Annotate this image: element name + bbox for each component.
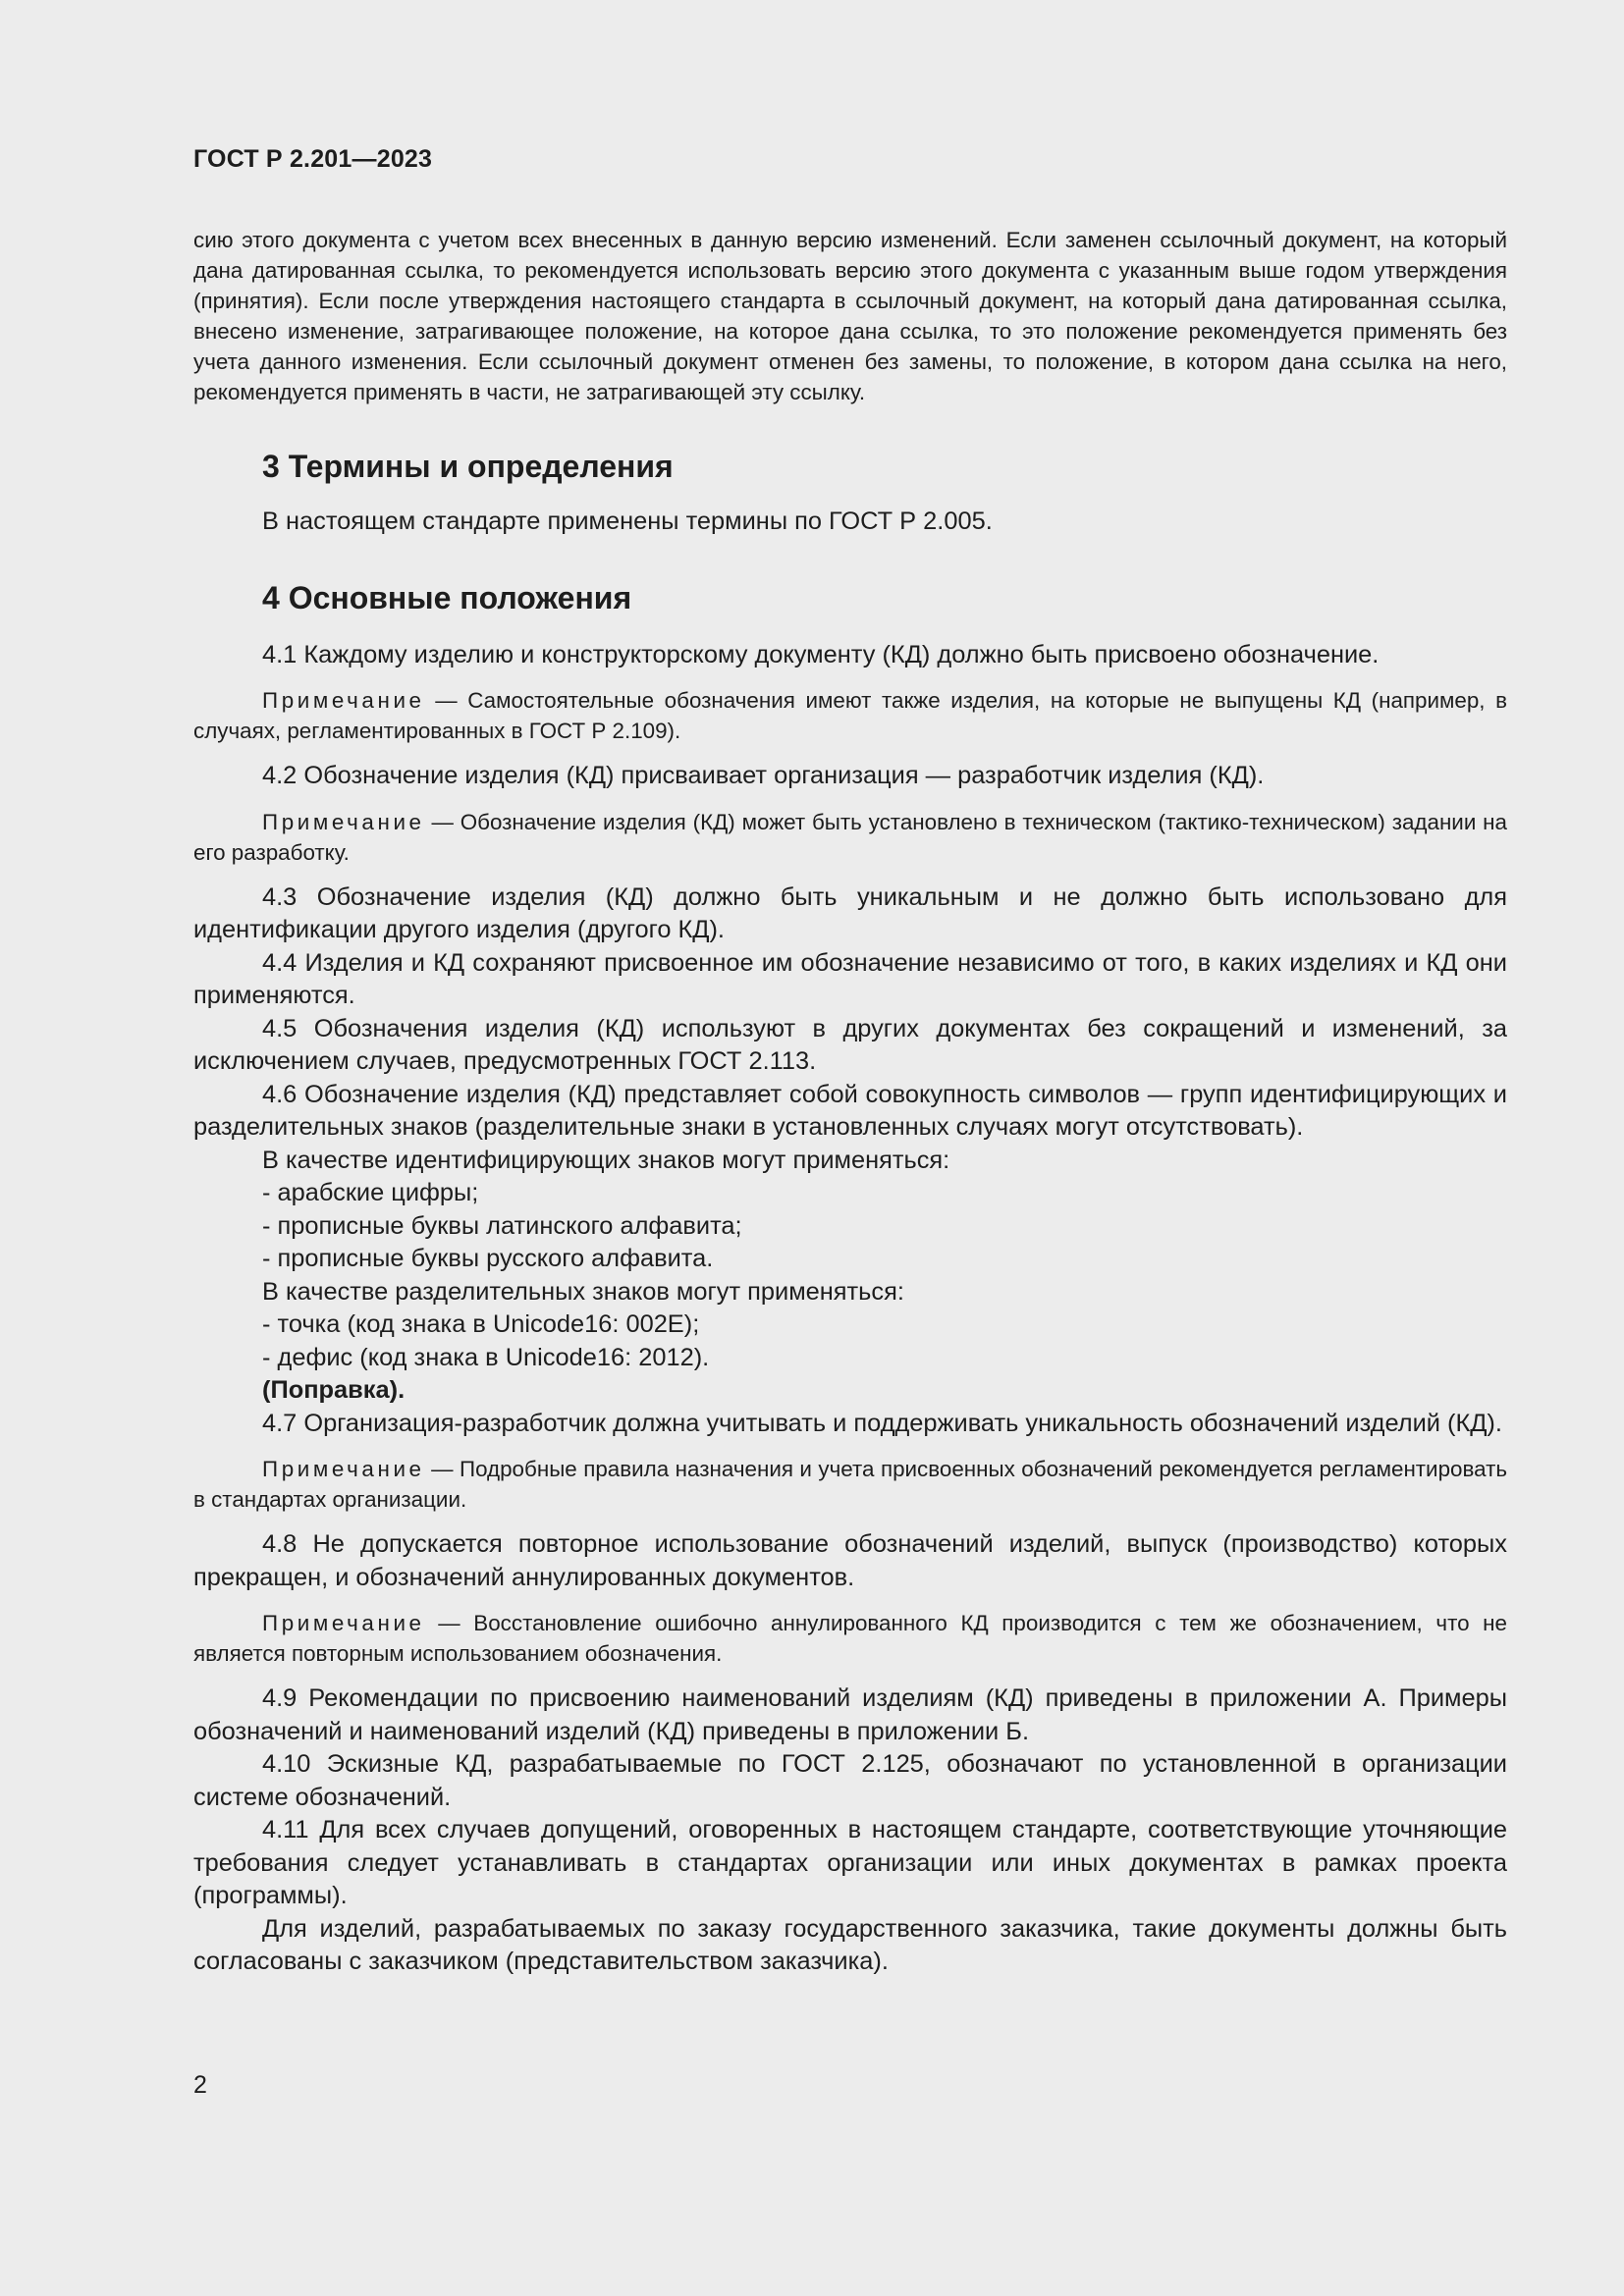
- paragraph-4-3: 4.3 Обозначение изделия (КД) должно быть уникальным и не должно быть использовано для идентификации другого изделия (другого КД).: [193, 882, 1507, 943]
- paragraph-4-4: 4.4 Изделия и КД сохраняют присвоенное им обозначение независимо от того, в каких изделиях и КД они применяются.: [193, 948, 1507, 1009]
- paragraph-4-9: 4.9 Рекомендации по присвоению наименований изделиям (КД) приведены в приложении А. Примеры обозначений и наименований изделий (КД) приведены в приложении Б.: [193, 1684, 1507, 1745]
- sep-intro: В качестве разделительных знаков могут применяться:: [262, 1277, 904, 1306]
- note-label: Примечание: [262, 1611, 425, 1635]
- section-4-title: 4 Основные положения: [262, 579, 632, 615]
- intro-paragraph: сию этого документа с учетом всех внесенных в данную версию изменений. Если заменен ссылочный документ, на который дана датированная ссылка, то рекомендуется использовать версию этого документа с указанным выше годом утверждения (принятия). Если после утверждения настоящего стандарта в ссылочный документ, на который дана датированная ссылка, внесено изменение, затрагивающее положение, на которое дана ссылка, то это положение рекомендуется применять без учета данного изменения. Если ссылочный документ отменен без замены, то положение, в котором дана ссылка на него, рекомендуется применять в части, не затрагивающей эту ссылку.: [193, 228, 1507, 404]
- note-1: [193, 685, 1507, 746]
- note-text: — Восстановление ошибочно аннулированного КД производится с тем же обозначением, что не является повторным использованием обозначения.: [193, 1611, 1507, 1666]
- list-item: - дефис (код знака в Unicode16: 2012).: [262, 1343, 710, 1371]
- list-item: - прописные буквы русского алфавита.: [262, 1245, 714, 1272]
- paragraph-4-5: 4.5 Обозначения изделия (КД) используют в других документах без сокращений и изменений, за исключением случаев, предусмотренных ГОСТ 2.113.: [193, 1014, 1507, 1075]
- ident-intro: В качестве идентифицирующих знаков могут применяться:: [262, 1146, 950, 1174]
- list-item: - точка (код знака в Unicode16: 002E);: [262, 1310, 700, 1338]
- paragraph-4-2: 4.2 Обозначение изделия (КД) присваивает организация — разработчик изделия (КД).: [262, 762, 1265, 789]
- paragraph-4-10: 4.10 Эскизные КД, разрабатываемые по ГОСТ 2.125, обозначают по установленной в организации системе обозначений.: [193, 1750, 1507, 1811]
- amendment-note: (Поправка).: [262, 1376, 406, 1404]
- list-item: - арабские цифры;: [262, 1179, 479, 1206]
- note-4: [193, 1608, 1507, 1669]
- section-3-text: В настоящем стандарте применены термины по ГОСТ Р 2.005.: [262, 507, 993, 535]
- note-label: Примечание: [262, 688, 425, 713]
- paragraph-4-7: 4.7 Организация-разработчик должна учитывать и поддерживать уникальность обозначений изделий (КД).: [262, 1409, 1502, 1437]
- note-3: [193, 1454, 1507, 1515]
- paragraph-4-6: 4.6 Обозначение изделия (КД) представляет собой совокупность символов — групп идентифицирующих и разделительных знаков (разделительные знаки в установленных случаях могут отсутствовать).: [193, 1080, 1507, 1141]
- note-label: Примечание: [262, 809, 425, 834]
- note-text: — Самостоятельные обозначения имеют также изделия, на которые не выпущены КД (например, в случаях, регламентированных в ГОСТ Р 2.109).: [193, 688, 1507, 743]
- page-number: 2: [193, 2071, 207, 2099]
- note-text: — Подробные правила назначения и учета присвоенных обозначений рекомендуется регламентировать в стандартах организации.: [193, 1457, 1507, 1512]
- note-2: [193, 807, 1507, 868]
- section-3-title: 3 Термины и определения: [262, 449, 674, 484]
- paragraph-4-8: 4.8 Не допускается повторное использование обозначений изделий, выпуск (производство) которых прекращен, и обозначений аннулированных документов.: [193, 1530, 1507, 1591]
- document-header: ГОСТ Р 2.201—2023: [193, 145, 433, 173]
- document-page: [193, 145, 1507, 1979]
- note-text: — Обозначение изделия (КД) может быть установлено в техническом (тактико-техническом) задании на его разработку.: [193, 809, 1507, 865]
- paragraph-4-1: 4.1 Каждому изделию и конструкторскому документу (КД) должно быть присвоено обозначение.: [262, 640, 1380, 668]
- list-item: - прописные буквы латинского алфавита;: [262, 1211, 742, 1240]
- paragraph-4-11-continued: Для изделий, разрабатываемых по заказу государственного заказчика, такие документы должны быть согласованы с заказчиком (представительством заказчика).: [193, 1914, 1507, 1975]
- note-label: Примечание: [262, 1457, 425, 1481]
- paragraph-4-11: 4.11 Для всех случаев допущений, оговоренных в настоящем стандарте, соответствующие уточняющие требования следует устанавливать в стандартах организации или иных документах в рамках проекта (программы).: [193, 1816, 1507, 1909]
